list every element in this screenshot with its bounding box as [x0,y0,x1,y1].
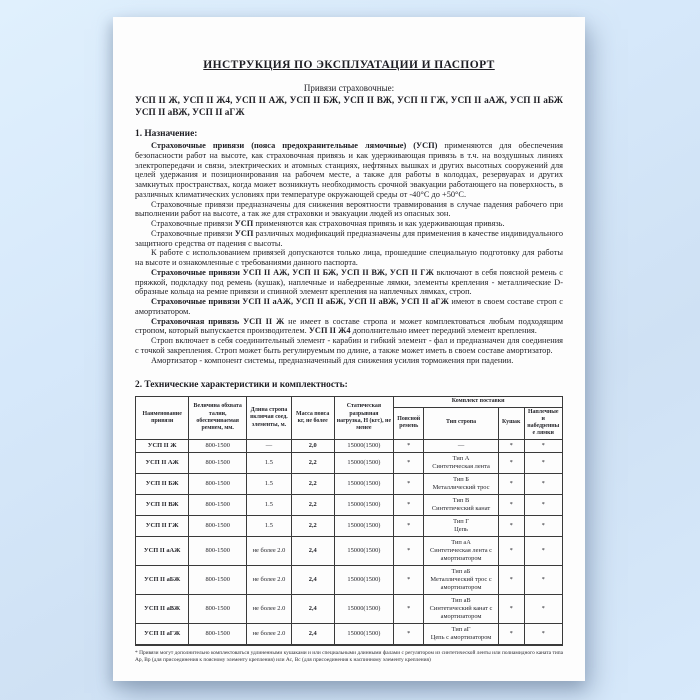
table-row: УСП II ВЖ 800-1500 1.5 2,2 15000(1500) * Тип В Синтетический канат * * [136,494,563,515]
table-row: УСП II АЖ 800-1500 1.5 2,2 15000(1500) * Тип А Синтетическая лента * * [136,452,563,473]
paragraph: Страховочные привязи предназначены для снижения вероятности травмирования в случае падения рабочего при выполнении работ на высоте, а так же для страховки и эвакуации людей из опасных зон. [135,199,563,219]
section1-heading: 1. Назначение: [135,129,198,139]
paragraph: Строп включает в себя соединительный элемент - карабин и гибкий элемент - фал и предназначен для соединения с точкой закрепления. Строп может быть регулируемым по длине, а также может иметь в своем составе амортизатор. [135,336,563,355]
paragraph: Страховочные привязи УСП применяются как страховочная привязь и как удерживающая привязь. [151,219,505,228]
paragraph: Страховочные привязи УСП II аАЖ, УСП II аБЖ, УСП II аВЖ, УСП II аГЖ имеют в своем составе строп с амортизатором. [135,297,563,316]
harness-models-line: УСП II Ж, УСП II Ж4, УСП II АЖ, УСП II БЖ, УСП II ВЖ, УСП II ГЖ, УСП II аАЖ, УСП II аБЖ УСП II аВЖ, УСП II аГЖ [135,96,563,118]
paragraph: К работе с использованием привязей допускаются только лица, прошедшие специальную подготовку для работы на высоте и ознакомленные с требованиями данного паспорта. [135,248,563,267]
table-row: УСП II аБЖ 800-1500 не более 2.0 2,4 15000(1500) * Тип аБ Металлический трос с амортизатором * * [136,565,563,594]
page-title: ИНСТРУКЦИЯ ПО ЭКСПЛУАТАЦИИ И ПАСПОРТ [203,59,495,71]
kit-subheader-sling-type: Тип стропа [424,407,499,439]
paragraph: Страховочная привязь УСП II Ж не имеет в составе стропа и может комплектоваться любым подходящим стропом, который выпускается производителем. УСП II Ж4 дополнительно имеет передний элемент крепления. [135,316,563,336]
table-row: УСП II ГЖ 800-1500 1.5 2,2 15000(1500) * Тип Г Цепь * * [136,515,563,536]
section1-paragraphs [135,141,563,365]
spec-table-body [136,439,563,645]
kit-subheader-sash: Кушак [498,407,524,439]
table-row: УСП II БЖ 800-1500 1.5 2,2 15000(1500) * Тип Б Металлический трос * * [136,473,563,494]
section2-heading: 2. Технические характеристики и комплектность: [135,380,348,391]
paragraph: Амортизатор - компонент системы, предназначенный для снижения усилия торможения при падении. [151,355,514,365]
col-header-load: Статическая разрывная нагрузка, Н (кгс), не менее [334,397,394,439]
spec-table-header [136,397,563,439]
paragraph: Страховочные привязи УСП различных модификаций предназначены для применения в качестве индивидуального защитного средства от падения с высоты. [135,228,563,248]
paragraph: Страховочные привязи (пояса предохранительные лямочные) (УСП) применяются для обеспечения безопасности работ на высоте, как страховочная привязь и как удерживающая привязь в т.ч. на воздушных линиях электропередачи и связи, электрических и атомных станциях, нефтяных вышках и других высотных сооружений для целей удержания и позиционирования на рабочем месте, а также для работы в колодцах, резервуарах и других замкнутых пространствах, когда может возникнуть необходимость срочной эвакуации работающего на поверхность, в различных климатических условиях при температуре окружающей среды от -40°С до +50°С. [135,141,564,199]
table-footnote: * Привязи могут дополнительно комплектоваться удлиненными кушаками и или специальными длинными фалами с регулятором из синтетической ленты или полиамидного каната типа Ар, Вр (для присоединения к поясному элементу крепления) или Ас, Вс (для присоединения к наспинному элементу крепления) [135,649,563,663]
spec-table [135,396,563,645]
table-row: УСП II аГЖ 800-1500 не более 2.0 2,4 15000(1500) * Тип аГ Цепь с амортизатором * * [136,623,563,645]
kit-subheader-straps: Наплечные и набедренные лямки [524,407,563,439]
document-page [113,17,585,681]
col-header-mass: Масса пояса кг, не более [291,397,334,439]
kit-header: Комплект поставки [394,397,563,407]
subtitle: Привязи страховочные: [303,83,395,93]
paragraph: Страховочные привязи УСП II АЖ, УСП II БЖ, УСП II ВЖ, УСП II ГЖ включают в себя поясной ремень с пряжкой, подкладку под ремень (кушак), наплечные и набедренные лямки, элементы крепления - металлические D-образные кольца на ремне привязи и спинной элемент крепления на наплечных лямках, строп. [135,267,563,297]
col-header-sling-length: Длина стропа включая соед. элементы, м. [247,397,292,439]
table-row: УСП II аВЖ 800-1500 не более 2.0 2,4 15000(1500) * Тип аВ Синтетический канат с амортизатором * * [136,594,563,623]
table-row: УСП II аАЖ 800-1500 не более 2.0 2,4 15000(1500) * Тип аА Синтетическая лента с амортизатором * * [136,536,563,565]
col-header-waist: Величина обхвата талии, обеспечиваемая ремнем, мм. [189,397,247,439]
kit-subheader-belt: Поясной ремень [394,407,424,439]
col-header-name: Наименование привязи [136,397,189,439]
table-row: УСП II Ж 800-1500 — 2,0 15000(1500) * — * * [136,439,563,452]
